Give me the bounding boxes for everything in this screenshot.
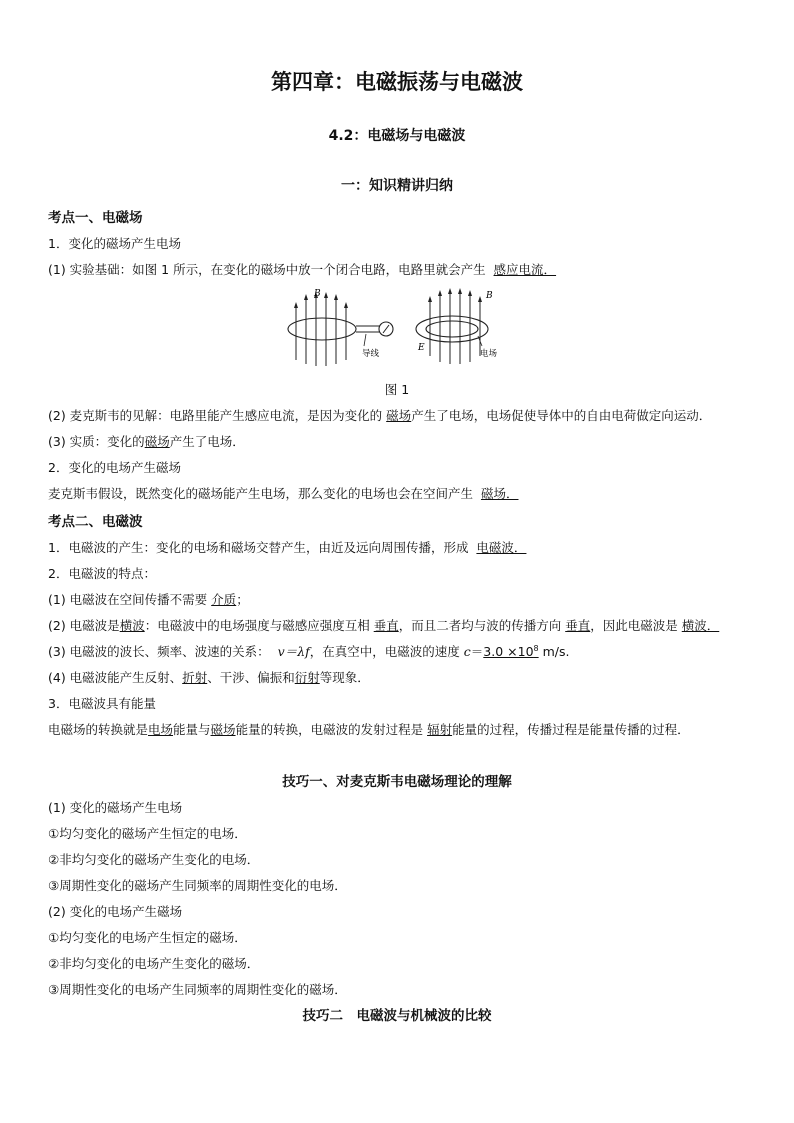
kp1-line-3: (2) 麦克斯韦的见解：电路里能产生感应电流，是因为变化的 磁场产生了电场，电场促使导体中的自由电荷做定向运动． (48, 408, 712, 423)
magnetic-field-lines-left (296, 294, 346, 366)
tip1-item: (2) 变化的电场产生磁场 (48, 904, 183, 919)
kp1-line-1: 1．变化的磁场产生电场 (48, 236, 181, 251)
figure-caption: 图 1 (384, 382, 410, 397)
field-label-e: E (418, 343, 425, 353)
kp1-line-4: (3) 实质：变化的磁场产生了电场． (48, 434, 245, 449)
tip2-heading: 技巧二 电磁波与机械波的比较 (302, 1008, 492, 1024)
kp2-line-7: 3．电磁波具有能量 (48, 696, 156, 711)
tip1-item: ③周期性变化的电场产生同频率的周期性变化的磁场． (48, 982, 347, 997)
kp2-line-4: (2) 电磁波是横波：电磁波中的电场强度与磁感应强度互相 垂直，而且二者均与波的传播方向 垂直，因此电磁波是 横波． (48, 618, 720, 633)
kp2-line-3: (1) 电磁波在空间传播不需要 介质； (48, 592, 249, 607)
magnetic-field-lines-right (430, 290, 480, 364)
kp2-line-1: 1．电磁波的产生：变化的电场和磁场交替产生，由近及远向周围传播，形成 电磁波． (48, 540, 527, 555)
speed-of-light-value: $3.0 \times 10^8$ (483, 643, 539, 659)
tip1-item: ③周期性变化的磁场产生同频率的周期性变化的电场． (48, 878, 347, 893)
kp1-line-6: 麦克斯韦假设，既然变化的磁场能产生电场，那么变化的电场也会在空间产生 磁场． (48, 486, 519, 501)
page-title: 第四章：电磁振荡与电磁波 (271, 70, 523, 94)
kp2-line-5: (3) 电磁波的波长、频率、波速的关系： v＝λf，在真空中，电磁波的速度 $c=3.0 \times 10^8$ m/s. (48, 643, 570, 659)
tip1-item: ②非均匀变化的磁场产生变化的电场． (48, 852, 260, 867)
wave-formula: v＝λf (277, 644, 310, 659)
figure-1-diagram (282, 284, 512, 366)
tip1-item: ①均匀变化的磁场产生恒定的电场． (48, 826, 247, 841)
tip1-heading: 技巧一、对麦克斯韦电磁场理论的理解 (282, 774, 512, 790)
field-label-b1: B (314, 289, 321, 299)
kp2-heading: 考点二、电磁波 (48, 514, 143, 530)
kp2-line-6: (4) 电磁波能产生反射、折射、干涉、偏振和衍射等现象． (48, 670, 370, 685)
kp1-line-5: 2．变化的电场产生磁场 (48, 460, 181, 475)
field-label-b2: B (486, 291, 493, 301)
blank: 感应电流． (493, 262, 557, 277)
section-heading: 一：知识精讲归纳 (341, 178, 453, 194)
section-subtitle: 4.2：电磁场与电磁波 (328, 128, 466, 144)
electric-field-label: 电场 (480, 349, 498, 359)
wire-label: 导线 (362, 349, 380, 359)
kp2-line-8: 电磁场的转换就是电场能量与磁场能量的转换，电磁波的发射过程是 辐射能量的过程，传播过程是能量传播的过程． (48, 722, 690, 737)
kp2-line-2: 2．电磁波的特点： (48, 566, 156, 581)
tip1-item: ①均匀变化的电场产生恒定的磁场． (48, 930, 247, 945)
tip1-item: ②非均匀变化的电场产生变化的磁场． (48, 956, 260, 971)
kp1-line-2: (1) 实验基础：如图 1 所示，在变化的磁场中放一个闭合电路，电路里就会产生 感应电流． (48, 262, 557, 277)
kp1-heading: 考点一、电磁场 (48, 210, 143, 226)
tip1-item: (1) 变化的磁场产生电场 (48, 800, 183, 815)
electric-field-ring-outer (416, 316, 488, 342)
